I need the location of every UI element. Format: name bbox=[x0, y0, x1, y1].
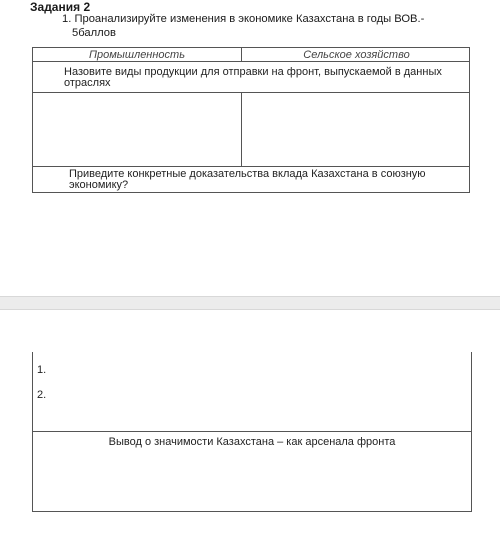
products-question-line1: Назовите виды продукции для отправки на фронт, выпускаемой в данных bbox=[64, 66, 442, 78]
row-divider bbox=[33, 61, 469, 62]
evidence-question-line1: Приведите конкретные доказательства вклада Казахстана в союзную bbox=[69, 168, 426, 180]
task-text-line2: 5баллов bbox=[72, 27, 116, 39]
row-divider bbox=[33, 431, 471, 432]
page-separator bbox=[0, 296, 500, 310]
conclusion-text: Вывод о значимости Казахстана – как арсенала фронта bbox=[108, 436, 396, 448]
column-header-agriculture: Сельское хозяйство bbox=[303, 49, 410, 61]
products-question-line2: отраслях bbox=[64, 77, 111, 89]
row-divider bbox=[33, 166, 469, 167]
conclusion-table bbox=[32, 352, 472, 512]
list-item-1: 1. bbox=[37, 364, 47, 376]
analysis-table bbox=[32, 47, 470, 193]
evidence-question-line2: экономику? bbox=[69, 179, 129, 191]
task-text-line1: 1. Проанализируйте изменения в экономике Казахстана в годы ВОВ.- bbox=[62, 13, 425, 25]
column-header-industry: Промышленность bbox=[89, 49, 185, 61]
row-divider bbox=[33, 92, 469, 93]
list-item-2: 2. bbox=[37, 389, 47, 401]
column-divider-answers bbox=[241, 92, 242, 166]
assignment-title: Задания 2 bbox=[30, 0, 91, 14]
